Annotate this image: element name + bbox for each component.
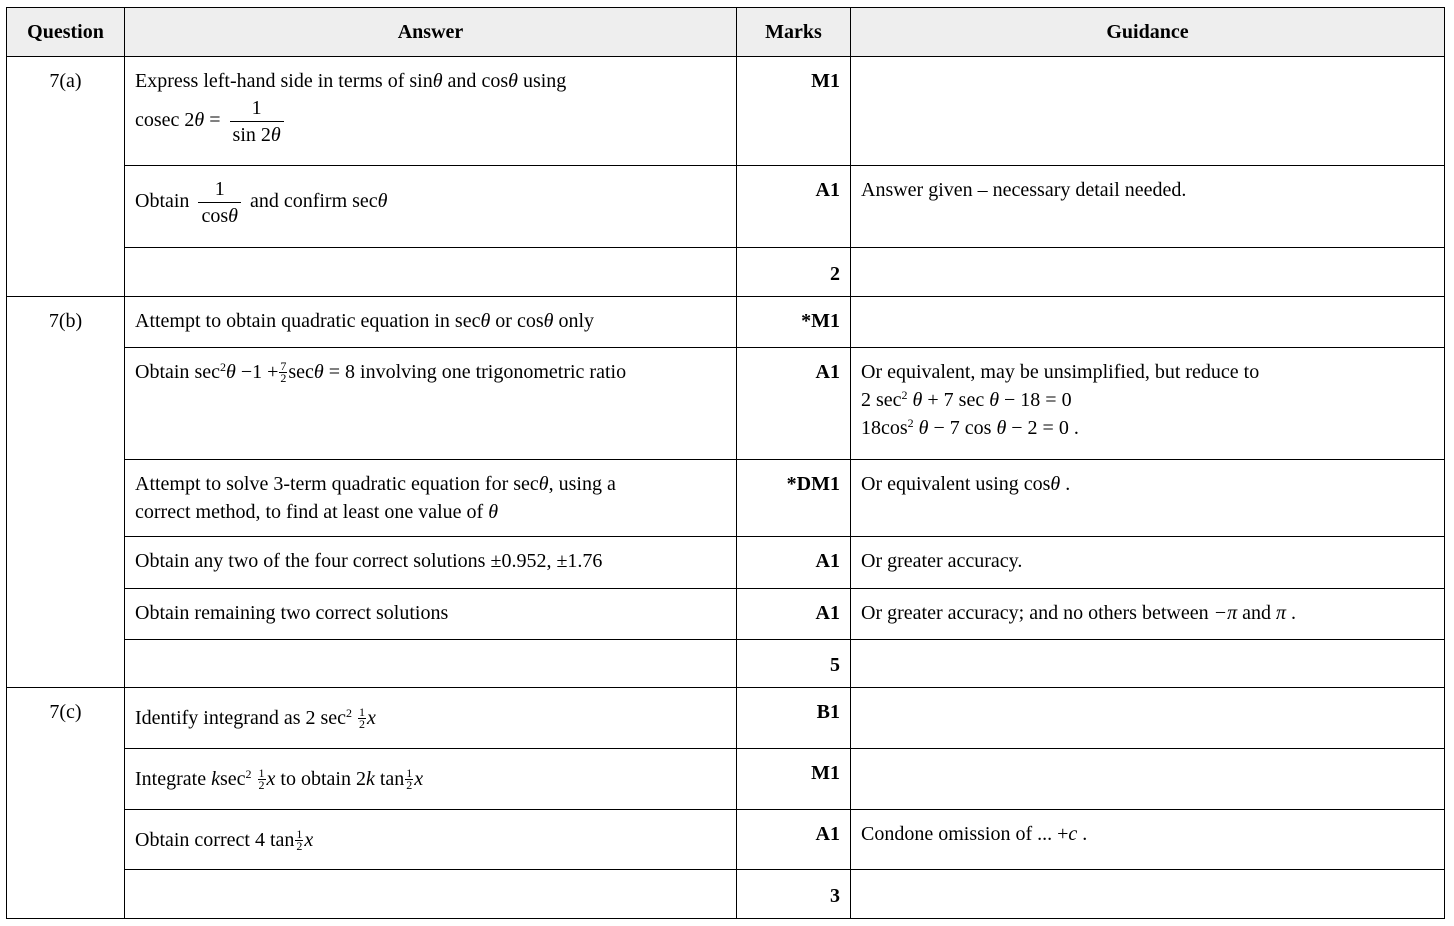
answer-text: correct method, to find at least one value of xyxy=(135,501,484,523)
question-label-7c: 7(c) xyxy=(7,688,125,919)
guidance-cell xyxy=(851,348,1445,460)
table-row xyxy=(7,589,1445,640)
math-theta: θ xyxy=(313,361,324,383)
math-expression: ... + xyxy=(1037,823,1069,845)
header-row xyxy=(7,8,1445,57)
header-guidance: Guidance xyxy=(851,8,1445,57)
answer-text: Express left-hand side in terms of xyxy=(135,70,405,92)
answer-cell xyxy=(125,688,737,749)
guidance-text: . xyxy=(1291,602,1297,624)
math-expression: 18cos xyxy=(861,417,908,439)
table-row xyxy=(7,688,1445,749)
math-cos: cos xyxy=(201,205,229,227)
math-sin: sin 2 xyxy=(232,124,271,146)
marks-total: 2 xyxy=(737,248,851,297)
guidance-text: . xyxy=(1082,823,1088,845)
fraction-denominator: 2 xyxy=(406,778,413,793)
marks-cell: A1 xyxy=(737,537,851,589)
marks-cell: B1 xyxy=(737,688,851,749)
math-operator: = 8 xyxy=(328,361,356,383)
fraction-numerator: 1 xyxy=(406,766,413,781)
math-theta: θ xyxy=(996,417,1007,439)
guidance-cell xyxy=(851,57,1445,166)
math-superscript: 2 xyxy=(346,705,353,720)
math-expression: + 7 sec xyxy=(927,389,985,411)
math-variable: c xyxy=(1068,823,1078,845)
answer-cell xyxy=(125,348,737,460)
table-row xyxy=(7,810,1445,870)
math-cos: cos xyxy=(481,70,509,92)
marks-cell: *M1 xyxy=(737,297,851,348)
answer-text: using xyxy=(522,70,567,92)
math-tan: 4 tan xyxy=(254,829,295,851)
math-cosec: cosec 2 xyxy=(135,109,195,132)
math-cos: cos xyxy=(1023,473,1051,495)
math-superscript: 2 xyxy=(219,359,226,374)
marks-cell: A1 xyxy=(737,589,851,640)
math-theta: θ xyxy=(543,310,554,332)
answer-cell xyxy=(125,166,737,248)
header-question: Question xyxy=(7,8,125,57)
math-sec: sec xyxy=(219,768,246,790)
math-sec: sec xyxy=(194,361,220,383)
math-sec: 2 sec xyxy=(305,707,347,729)
marks-cell: M1 xyxy=(737,57,851,166)
fraction-numerator: 1 xyxy=(258,766,265,781)
small-fraction xyxy=(279,361,287,384)
math-theta: θ xyxy=(194,109,205,132)
math-sec: sec xyxy=(513,473,539,495)
math-variable: x xyxy=(414,768,424,790)
total-row xyxy=(7,640,1445,688)
fraction-denominator xyxy=(230,122,284,148)
guidance-cell xyxy=(851,688,1445,749)
math-variable: x xyxy=(367,707,376,729)
guidance-cell xyxy=(851,810,1445,870)
math-theta: θ xyxy=(1050,473,1061,495)
fraction-numerator: 1 xyxy=(230,95,284,122)
math-sin: sin xyxy=(409,70,433,92)
total-row xyxy=(7,870,1445,919)
marks-cell: *DM1 xyxy=(737,460,851,537)
math-sec: sec xyxy=(454,310,481,332)
math-superscript: 2 xyxy=(907,415,914,430)
answer-cell xyxy=(125,640,737,688)
marks-cell: M1 xyxy=(737,749,851,810)
fraction-numerator: 1 xyxy=(359,705,366,720)
fraction xyxy=(198,176,241,229)
math-tan: tan xyxy=(379,768,405,790)
math-expression: 2 sec xyxy=(861,389,902,411)
math-value: ±1.76 xyxy=(556,550,603,572)
guidance-cell: Or greater accuracy. xyxy=(851,537,1445,589)
math-theta: θ xyxy=(225,361,236,383)
fraction-denominator: 2 xyxy=(296,839,303,854)
answer-cell xyxy=(125,297,737,348)
table-row xyxy=(7,297,1445,348)
math-superscript: 2 xyxy=(901,387,908,402)
answer-text: Obtain correct xyxy=(135,829,250,851)
fraction-denominator: 2 xyxy=(359,717,366,732)
answer-text: , using a xyxy=(548,473,616,495)
answer-text: or xyxy=(495,310,512,332)
answer-text: Integrate xyxy=(135,768,207,790)
math-value: 2 xyxy=(355,768,366,790)
guidance-text: Or equivalent using xyxy=(861,473,1019,495)
math-value: −π xyxy=(1213,602,1238,624)
guidance-cell xyxy=(851,870,1445,919)
guidance-cell xyxy=(851,640,1445,688)
math-variable: x xyxy=(304,829,314,851)
guidance-equation xyxy=(861,414,1434,442)
answer-text: Attempt to obtain quadratic equation in xyxy=(135,310,450,332)
math-sec: sec xyxy=(288,361,314,383)
fraction-denominator: 2 xyxy=(280,371,287,386)
marks-total: 3 xyxy=(737,870,851,919)
guidance-text: Or greater accuracy; and no others between xyxy=(861,602,1209,624)
answer-text: only xyxy=(558,310,595,332)
math-operator: −1 + xyxy=(240,361,279,383)
math-theta: θ xyxy=(270,124,281,146)
math-cos: cos xyxy=(516,310,544,332)
math-superscript: 2 xyxy=(245,766,252,781)
guidance-cell xyxy=(851,589,1445,640)
marks-cell: A1 xyxy=(737,348,851,460)
answer-cell xyxy=(125,248,737,297)
header-answer: Answer xyxy=(125,8,737,57)
math-theta: θ xyxy=(228,205,238,227)
small-fraction xyxy=(295,829,303,852)
guidance-cell xyxy=(851,460,1445,537)
question-label-7b: 7(b) xyxy=(7,297,125,688)
math-theta: θ xyxy=(989,389,1000,411)
answer-text: Obtain any two of the four correct solutions xyxy=(135,550,486,572)
answer-text: Identify integrand as xyxy=(135,707,301,729)
math-theta: θ xyxy=(480,310,491,332)
math-theta: θ xyxy=(508,70,518,92)
mark-scheme-table xyxy=(6,7,1445,919)
math-theta: θ xyxy=(432,70,443,92)
guidance-text: and xyxy=(1242,602,1272,624)
guidance-text: Or equivalent, may be unsimplified, but reduce to xyxy=(861,361,1260,383)
answer-text: Obtain xyxy=(135,190,190,213)
marks-cell: A1 xyxy=(737,810,851,870)
question-label-7a: 7(a) xyxy=(7,57,125,297)
guidance-equation xyxy=(861,386,1434,414)
math-theta: θ xyxy=(488,501,499,523)
table-row xyxy=(7,57,1445,166)
table-row xyxy=(7,749,1445,810)
math-theta: θ xyxy=(912,389,923,411)
fraction-denominator xyxy=(198,203,241,229)
fraction-denominator: 2 xyxy=(258,778,265,793)
small-fraction xyxy=(405,768,413,791)
math-variable: k xyxy=(211,768,220,790)
total-row xyxy=(7,248,1445,297)
table-row xyxy=(7,348,1445,460)
answer-text: involving one trigonometric ratio xyxy=(360,361,627,383)
answer-text: and xyxy=(447,70,477,92)
math-theta: θ xyxy=(918,417,929,439)
table-row xyxy=(7,166,1445,248)
math-expression: − 18 = 0 xyxy=(1004,389,1072,411)
guidance-cell xyxy=(851,749,1445,810)
math-value: ±0.952, xyxy=(490,550,552,572)
math-theta: θ xyxy=(377,190,388,213)
table-row xyxy=(7,537,1445,589)
answer-text: Attempt to solve 3-term quadratic equation for xyxy=(135,473,509,495)
fraction xyxy=(230,95,284,148)
small-fraction xyxy=(358,707,366,730)
answer-cell xyxy=(125,749,737,810)
math-equals: = xyxy=(209,109,221,132)
math-expression: − 2 = 0 . xyxy=(1011,417,1079,439)
table-row xyxy=(7,460,1445,537)
math-variable: k xyxy=(365,768,375,790)
math-variable: x xyxy=(266,768,276,790)
marks-cell: A1 xyxy=(737,166,851,248)
answer-cell xyxy=(125,57,737,166)
header-marks: Marks xyxy=(737,8,851,57)
answer-cell xyxy=(125,537,737,589)
answer-cell xyxy=(125,870,737,919)
guidance-text: . xyxy=(1065,473,1071,495)
math-value: π xyxy=(1276,602,1287,624)
guidance-cell: Answer given – necessary detail needed. xyxy=(851,166,1445,248)
math-expression: − 7 cos xyxy=(933,417,992,439)
small-fraction xyxy=(258,768,266,791)
answer-text: to obtain xyxy=(280,768,351,790)
guidance-text: Condone omission of xyxy=(861,823,1033,845)
answer-cell xyxy=(125,810,737,870)
math-sec: sec xyxy=(352,190,378,213)
answer-cell xyxy=(125,460,737,537)
fraction-numerator: 7 xyxy=(280,359,287,374)
guidance-cell xyxy=(851,297,1445,348)
fraction-numerator: 1 xyxy=(198,176,241,203)
answer-cell: Obtain remaining two correct solutions xyxy=(125,589,737,640)
marks-total: 5 xyxy=(737,640,851,688)
guidance-cell xyxy=(851,248,1445,297)
answer-text: Obtain xyxy=(135,361,190,383)
fraction-numerator: 1 xyxy=(296,827,303,842)
math-theta: θ xyxy=(538,473,549,495)
answer-text: and confirm xyxy=(249,190,348,213)
